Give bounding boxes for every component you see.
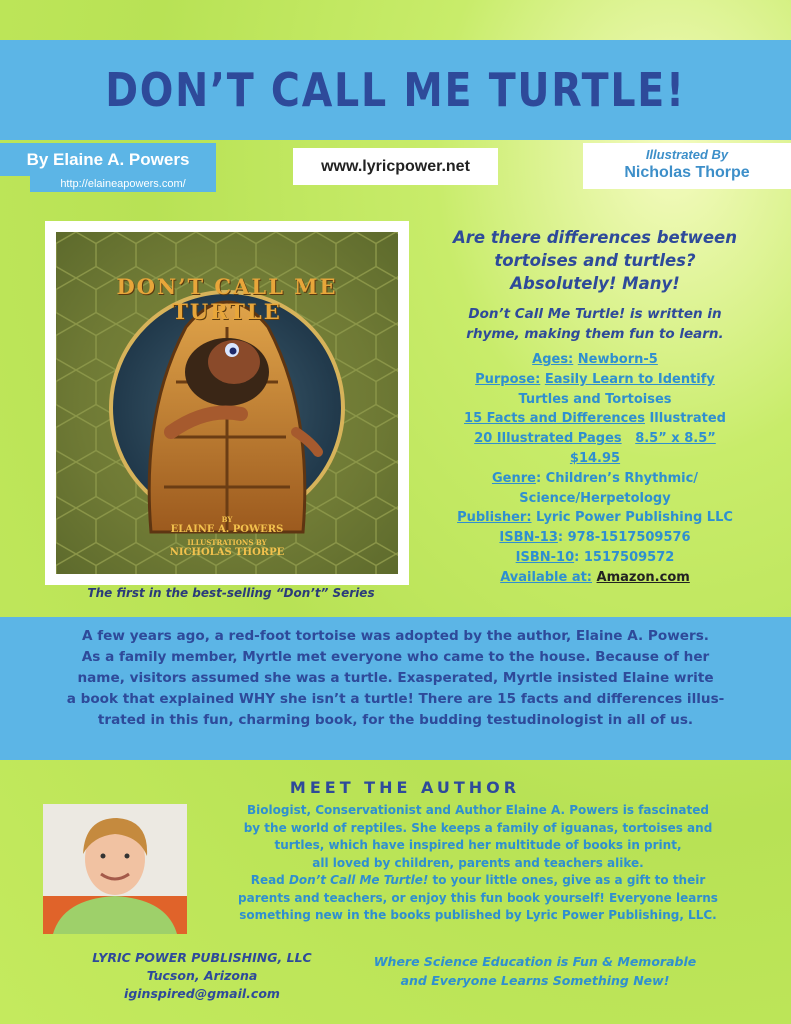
story-line: A few years ago, a red-foot tortoise was adopted by the author, Elaine A. Powers. <box>82 628 709 644</box>
title-banner <box>0 40 791 140</box>
bio-line: Biologist, Conservationist and Author Elaine A. Powers is fascinated <box>247 803 709 817</box>
price-row: $14.95 <box>569 450 621 466</box>
cover-author: ELAINE A. POWERS <box>170 524 284 535</box>
bio-line: by the world of reptiles. She keeps a family of iguanas, tortoises and <box>243 820 713 835</box>
genre-row-2: Science/Herpetology <box>519 490 671 506</box>
purpose-row: Purpose: Easily Learn to Identify <box>475 371 715 387</box>
cover-credits <box>56 515 398 558</box>
question-line: Are there differences between <box>452 228 737 247</box>
author-portrait <box>43 804 187 934</box>
author-photo <box>43 804 187 934</box>
book-cover-image <box>56 232 398 574</box>
book-facts <box>430 350 760 588</box>
story-line: name, visitors assumed she was a turtle. Exasperated, Myrtle insisted Elaine write <box>77 670 714 686</box>
publisher-row: Publisher: Lyric Power Publishing LLC <box>457 510 733 526</box>
available-row: Available at: Amazon.com <box>500 569 690 585</box>
cover-title: DON’T CALL ME TURTLE <box>116 274 338 324</box>
bio-line: turtles, which have inspired her multitude of books in print, <box>274 838 682 852</box>
publisher-block <box>52 949 352 1003</box>
publisher-name: LYRIC POWER PUBLISHING, LLC <box>92 950 312 965</box>
illustrator-label: Illustrated By <box>645 147 729 162</box>
illustrator-box <box>583 143 791 189</box>
motto-line: Where Science Education is Fun & Memorable <box>373 954 697 969</box>
author-bio <box>218 802 738 925</box>
author-name: By Elaine A. Powers <box>0 143 216 176</box>
genre-row: Genre: Children’s Rhythmic/ <box>491 470 699 486</box>
publisher-city: Tucson, Arizona <box>146 968 258 983</box>
facts-row: 15 Facts and Differences Illustrated <box>464 411 726 427</box>
amazon-link[interactable]: Amazon.com <box>596 569 690 585</box>
story-line: a book that explained WHY she isn’t a turtle! There are 15 facts and differences illus- <box>66 691 725 707</box>
question-block <box>420 226 770 295</box>
question-line: tortoises and turtles? <box>494 251 696 270</box>
story-line: As a family member, Myrtle met everyone who came to the house. Because of her <box>81 649 710 665</box>
purpose-row-2: Turtles and Tortoises <box>518 391 672 407</box>
question-line: Absolutely! Many! <box>510 274 680 293</box>
isbn13-row: ISBN-13: 978-1517509576 <box>499 530 691 546</box>
bio-line: Read Don’t Call Me Turtle! to your little ones, give as a gift to their <box>250 873 706 887</box>
rhyme-line: rhyme, making them fun to learn. <box>466 326 724 342</box>
illustrator-name: Nicholas Thorpe <box>624 164 750 181</box>
meet-heading: MEET THE AUTHOR <box>289 778 521 797</box>
cover-illus-label: ILLUSTRATIONS BY <box>187 538 267 547</box>
story-line: trated in this fun, charming book, for the budding testudinologist in all of us. <box>97 712 694 728</box>
rhyme-line: Don’t Call Me Turtle! is written in <box>468 306 722 322</box>
page-title: DON’T CALL ME TURTLE! <box>105 63 686 117</box>
rhyme-block <box>420 304 770 344</box>
story-text <box>0 626 791 731</box>
bio-line: something new in the books published by Lyric Power Publishing, LLC. <box>239 908 717 922</box>
author-url-link[interactable]: http://elaineapowers.com/ <box>30 176 216 192</box>
bio-line: all loved by children, parents and teachers alike. <box>312 855 644 870</box>
cover-caption: The first in the best-selling “Don’t” Series <box>87 586 375 600</box>
ages-row: Ages: Newborn-5 <box>532 352 658 367</box>
motto-line: and Everyone Learns Something New! <box>400 973 670 988</box>
cover-illustrator: NICHOLAS THORPE <box>169 547 285 558</box>
pages-row: 20 Illustrated Pages 8.5” x 8.5” <box>474 431 716 447</box>
cover-title-area <box>56 246 398 366</box>
cover-by: BY <box>221 515 233 524</box>
website-link[interactable]: www.lyricpower.net <box>293 148 498 185</box>
motto-block <box>360 952 710 990</box>
bio-line: parents and teachers, or enjoy this fun book yourself! Everyone learns <box>238 890 718 905</box>
publisher-email[interactable]: iginspired@gmail.com <box>124 986 280 1001</box>
isbn10-row: ISBN-10: 1517509572 <box>515 549 675 565</box>
